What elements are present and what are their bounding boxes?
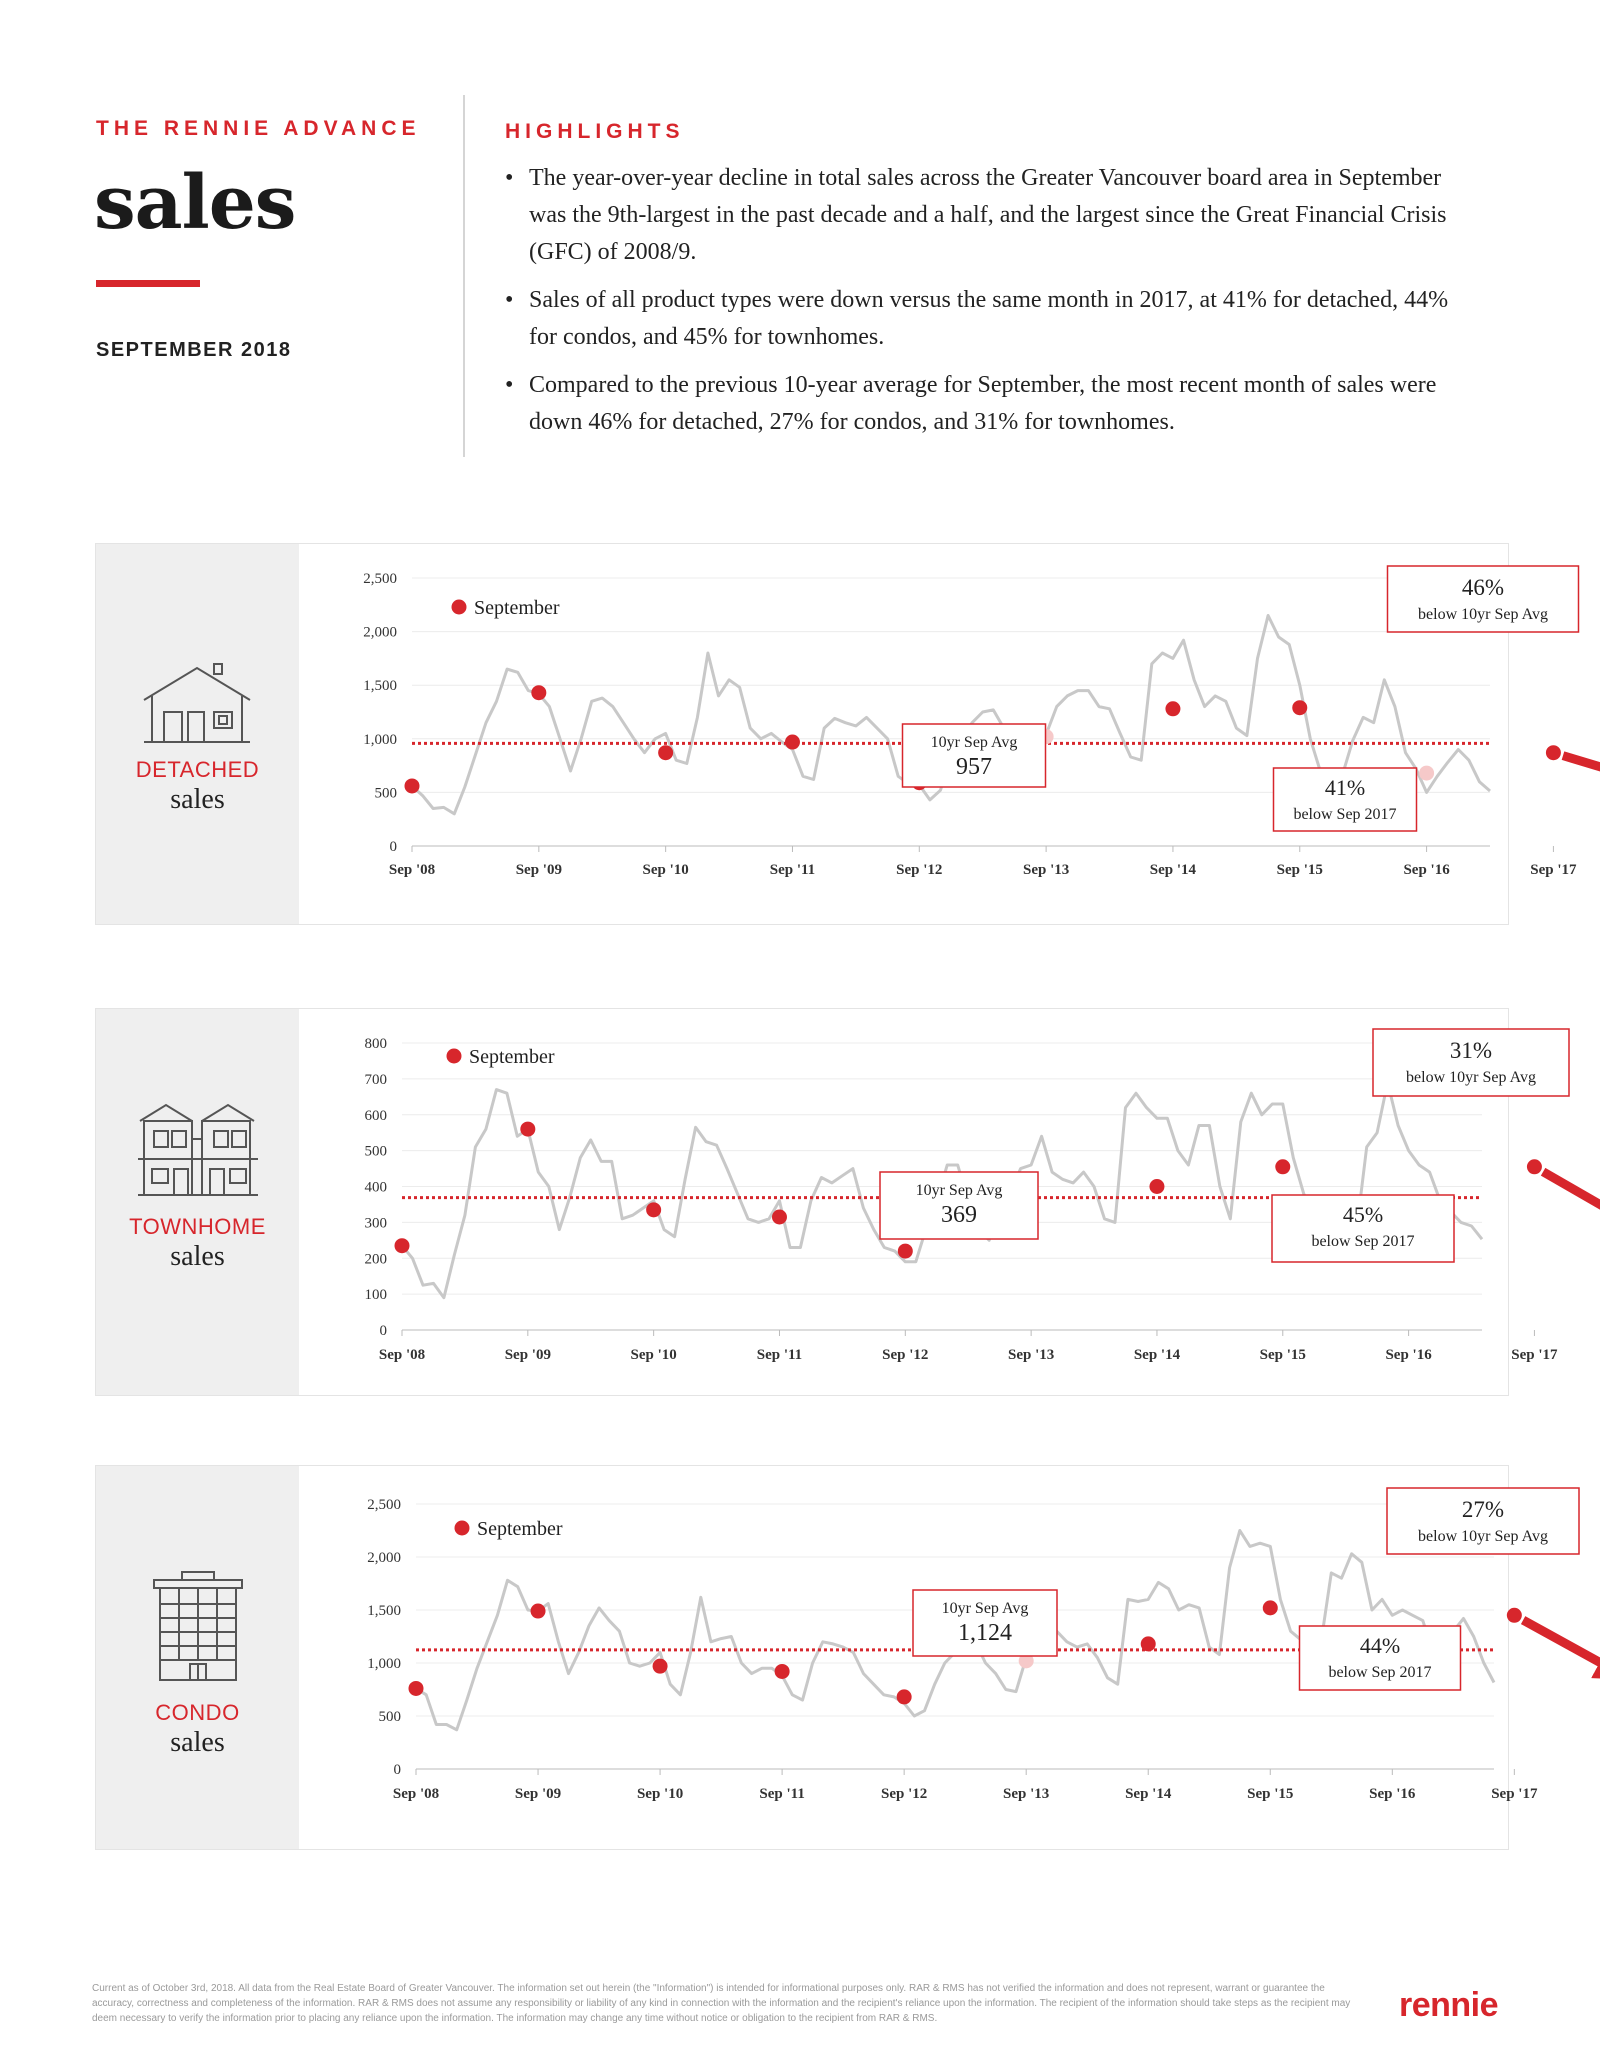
header-divider — [463, 95, 465, 457]
y-tick-label: 700 — [364, 1071, 387, 1088]
category-label: CONDO — [155, 1700, 240, 1725]
x-tick-label: Sep '16 — [1385, 1347, 1432, 1363]
y-tick-label: 1,000 — [363, 731, 397, 748]
september-point — [531, 1604, 546, 1619]
september-point — [772, 1209, 787, 1224]
page-title: sales — [94, 160, 296, 246]
category-label: TOWNHOME — [129, 1214, 266, 1239]
avg-pct-callout-label: below 10yr Sep Avg — [1418, 606, 1548, 623]
september-point — [775, 1664, 790, 1679]
x-tick-label: Sep '11 — [769, 862, 816, 878]
x-tick-label: Sep '09 — [504, 1347, 551, 1363]
x-tick-label: Sep '13 — [1003, 1786, 1050, 1802]
detached-sidebar — [96, 544, 299, 924]
category-label: DETACHED — [135, 757, 260, 782]
highlight-item: • The year-over-year decline in total sales across the Greater Vancouver board area in September was the 9th-largest in the past decade and a half, and the largest since the Great Financial Crisis (GFC) of 2008/9. — [505, 160, 1465, 271]
highlights-list — [505, 160, 1465, 452]
yoy-callout-percent: 45% — [1342, 1202, 1384, 1227]
x-tick-label: Sep '10 — [642, 862, 689, 878]
x-tick-label: Sep '12 — [896, 862, 943, 878]
september-point — [1546, 745, 1561, 760]
condo-sidebar — [96, 1466, 299, 1849]
september-point — [1141, 1636, 1156, 1651]
footer-disclaimer: Current as of October 3rd, 2018. All data from the Real Estate Board of Greater Vancouver. The information set out herein (the "Information") is intended for informational purposes only. RAR & RMS has not verified the information and does not represent, warrant or guarantee the accuracy, correctness and completeness of the information. RAR & RMS does not assume any responsibility or liability of any kind in connection with the information and the recipient's reliance upon the information. The recipient of the information should take steps as the recipient may deem necessary to verify the information prior to placing any reliance upon the information. The information may change any time without notice or obligation to the recipient from RAR & RMS. — [92, 1983, 1351, 2024]
avg-pct-callout-label: below 10yr Sep Avg — [1406, 1069, 1536, 1086]
detached-sales-chart — [299, 544, 1577, 924]
condo-sales-chart — [299, 1466, 1548, 1849]
decline-arrow — [1523, 1620, 1600, 1672]
yoy-callout-label: below Sep 2017 — [1328, 1664, 1432, 1681]
x-tick-label: Sep '14 — [1149, 862, 1197, 878]
september-point — [520, 1122, 535, 1137]
september-point — [1149, 1179, 1164, 1194]
y-tick-label: 0 — [389, 839, 397, 855]
average-callout-value: 369 — [941, 1202, 977, 1228]
x-tick-label: Sep '15 — [1247, 1786, 1294, 1802]
september-point — [1292, 700, 1307, 715]
x-tick-label: Sep '16 — [1369, 1786, 1416, 1802]
highlight-item: • Sales of all product types were down versus the same month in 2017, at 41% for detached, 44% for condos, and 45% for townhomes. — [505, 282, 1465, 356]
yoy-callout-percent: 41% — [1324, 775, 1366, 800]
y-tick-label: 300 — [364, 1215, 387, 1232]
september-point — [653, 1659, 668, 1674]
decline-arrow — [1563, 756, 1600, 785]
y-tick-label: 1,500 — [367, 1603, 401, 1619]
x-tick-label: Sep '17 — [1491, 1786, 1538, 1802]
x-tick-label: Sep '08 — [378, 1347, 426, 1363]
x-tick-label: Sep '17 — [1530, 862, 1577, 878]
september-point — [405, 778, 420, 793]
yoy-callout-label: below Sep 2017 — [1293, 806, 1397, 823]
townhome-sidebar — [96, 1009, 299, 1395]
x-tick-label: Sep '17 — [1511, 1347, 1558, 1363]
x-tick-label: Sep '08 — [392, 1786, 440, 1802]
y-tick-label: 400 — [364, 1179, 387, 1196]
average-callout-value: 957 — [956, 754, 992, 780]
y-tick-label: 1,000 — [367, 1656, 401, 1672]
y-tick-label: 200 — [364, 1251, 387, 1268]
decline-arrow — [1543, 1172, 1600, 1228]
september-point — [898, 1244, 913, 1259]
x-tick-label: Sep '12 — [882, 1347, 929, 1363]
category-subtitle: sales — [170, 1241, 225, 1272]
x-tick-label: Sep '13 — [1022, 862, 1070, 878]
x-tick-label: Sep '12 — [881, 1786, 928, 1802]
legend-marker — [447, 1049, 462, 1064]
rennie-logo: rennie — [1399, 1986, 1499, 2024]
x-tick-label: Sep '09 — [515, 862, 562, 878]
y-tick-label: 100 — [364, 1287, 387, 1304]
x-tick-label: Sep '10 — [630, 1347, 677, 1363]
legend-label: September — [469, 1046, 555, 1068]
average-callout-label: 10yr Sep Avg — [941, 1600, 1029, 1617]
townhome-sales-chart — [299, 1009, 1558, 1395]
september-point — [658, 745, 673, 760]
avg-pct-callout-percent: 27% — [1461, 1497, 1505, 1522]
x-tick-label: Sep '11 — [756, 1347, 803, 1363]
y-tick-label: 500 — [374, 785, 397, 802]
category-subtitle: sales — [170, 784, 225, 815]
x-tick-label: Sep '11 — [759, 1786, 805, 1802]
yoy-callout-percent: 44% — [1359, 1633, 1401, 1658]
report-date: SEPTEMBER 2018 — [96, 339, 292, 361]
house-icon — [142, 662, 252, 744]
september-point — [1527, 1159, 1542, 1174]
average-callout-label: 10yr Sep Avg — [915, 1182, 1003, 1199]
september-point — [646, 1202, 661, 1217]
y-tick-label: 2,500 — [367, 1497, 401, 1513]
legend-label: September — [474, 597, 560, 619]
y-tick-label: 2,500 — [363, 571, 397, 587]
y-tick-label: 600 — [364, 1107, 387, 1124]
x-tick-label: Sep '15 — [1276, 862, 1323, 878]
condo-building-icon — [150, 1570, 246, 1682]
average-callout-value: 1,124 — [958, 1620, 1012, 1646]
highlights-title: HIGHLIGHTS — [505, 120, 685, 143]
september-point — [395, 1238, 410, 1253]
y-tick-label: 0 — [393, 1762, 401, 1778]
townhome-panel — [95, 1008, 1558, 1396]
x-tick-label: Sep '10 — [636, 1786, 684, 1802]
september-point — [1419, 766, 1434, 781]
y-tick-label: 800 — [364, 1036, 387, 1052]
condo-panel — [95, 1465, 1548, 1850]
september-point — [785, 735, 800, 750]
detached-panel — [95, 543, 1577, 925]
brand-label: THE RENNIE ADVANCE — [96, 117, 421, 140]
legend-marker — [452, 600, 467, 615]
y-tick-label: 500 — [364, 1143, 387, 1160]
y-tick-label: 1,500 — [363, 678, 397, 695]
y-tick-label: 2,000 — [363, 624, 397, 641]
avg-pct-callout-percent: 31% — [1449, 1038, 1493, 1063]
avg-pct-callout-label: below 10yr Sep Avg — [1418, 1528, 1548, 1545]
september-point — [1275, 1159, 1290, 1174]
category-subtitle: sales — [170, 1727, 225, 1758]
x-tick-label: Sep '08 — [388, 862, 436, 878]
x-tick-label: Sep '14 — [1125, 1786, 1172, 1802]
x-tick-label: Sep '15 — [1259, 1347, 1306, 1363]
september-point — [1165, 701, 1180, 716]
legend-label: September — [477, 1518, 563, 1540]
september-point — [1507, 1608, 1522, 1623]
x-tick-label: Sep '14 — [1133, 1347, 1181, 1363]
y-tick-label: 0 — [379, 1323, 387, 1339]
x-tick-label: Sep '09 — [514, 1786, 562, 1802]
x-tick-label: Sep '13 — [1007, 1347, 1055, 1363]
avg-pct-callout-percent: 46% — [1461, 575, 1505, 600]
x-tick-label: Sep '16 — [1403, 862, 1450, 878]
yoy-callout-label: below Sep 2017 — [1311, 1233, 1415, 1250]
average-callout-label: 10yr Sep Avg — [930, 734, 1018, 751]
september-point — [897, 1689, 912, 1704]
legend-marker — [455, 1521, 470, 1536]
september-point — [409, 1681, 424, 1696]
y-tick-label: 500 — [378, 1709, 401, 1725]
september-point — [1263, 1600, 1278, 1615]
y-tick-label: 2,000 — [367, 1550, 401, 1566]
highlight-item: • Compared to the previous 10-year average for September, the most recent month of sales were down 46% for detached, 27% for condos, and 31% for townhomes. — [505, 367, 1465, 441]
september-point — [531, 685, 546, 700]
townhouse-icon — [136, 1101, 260, 1197]
title-underline — [96, 280, 200, 287]
